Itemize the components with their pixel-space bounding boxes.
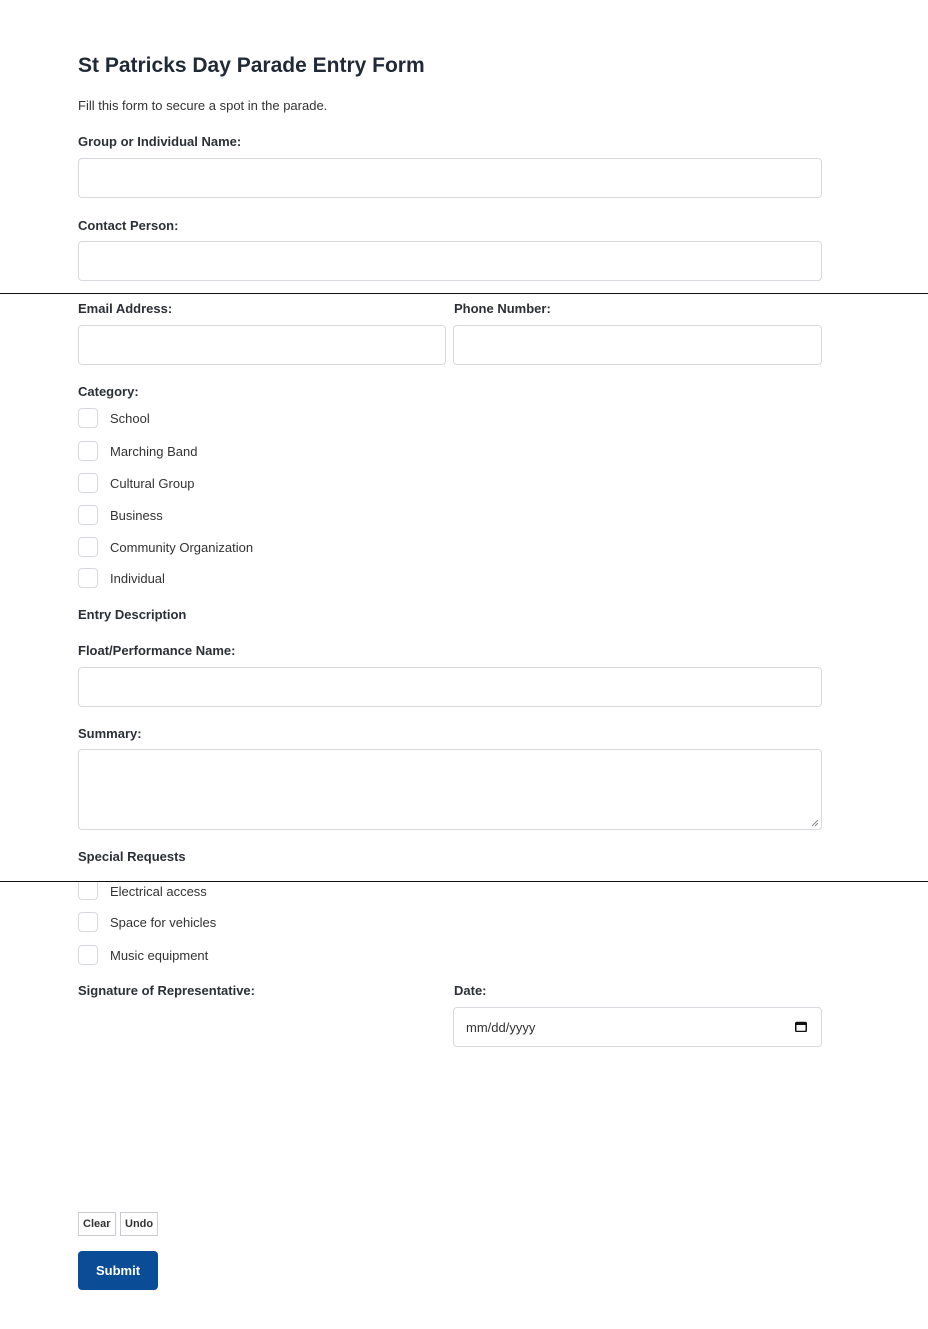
checkbox[interactable] (78, 882, 98, 900)
checkbox[interactable] (78, 912, 98, 932)
checkbox-label: Community Organization (110, 539, 254, 555)
contact-person-input[interactable] (78, 241, 822, 281)
checkbox[interactable] (78, 537, 98, 557)
group-name-input[interactable] (78, 158, 822, 198)
entry-description-heading: Entry Description (78, 607, 187, 622)
category-option-business[interactable] (78, 505, 163, 525)
checkbox-label: School (110, 410, 150, 426)
category-label: Category: (78, 384, 139, 399)
contact-person-label: Contact Person: (78, 218, 179, 233)
group-name-label: Group or Individual Name: (78, 134, 242, 149)
summary-label: Summary: (78, 726, 142, 741)
phone-input[interactable] (453, 325, 822, 365)
float-name-label: Float/Performance Name: (78, 643, 236, 658)
checkbox-label: Individual (110, 570, 165, 586)
special-request-space-for-vehicles[interactable] (78, 912, 216, 932)
checkbox-label: Business (110, 507, 163, 523)
special-requests-heading: Special Requests (78, 849, 186, 864)
form-title: St Patricks Day Parade Entry Form (78, 54, 425, 77)
category-option-cultural-group[interactable] (78, 473, 195, 493)
date-input[interactable] (453, 1007, 822, 1047)
checkbox[interactable] (78, 441, 98, 461)
float-name-input[interactable] (78, 667, 822, 707)
checkbox[interactable] (78, 505, 98, 525)
phone-label: Phone Number: (454, 301, 551, 316)
checkbox-label: Electrical access (110, 883, 207, 899)
category-option-individual[interactable] (78, 568, 165, 588)
checkbox[interactable] (78, 408, 98, 428)
checkbox-label: Marching Band (110, 443, 198, 459)
signature-pad[interactable] (78, 1005, 446, 1205)
special-request-electrical-access[interactable] (78, 881, 207, 901)
clear-signature-button[interactable]: Clear (78, 1212, 116, 1236)
form-subtitle: Fill this form to secure a spot in the parade. (78, 98, 328, 113)
category-option-community-organization[interactable] (78, 537, 253, 557)
summary-textarea[interactable] (78, 749, 822, 830)
checkbox-label: Space for vehicles (110, 914, 217, 930)
submit-button[interactable]: Submit (78, 1251, 158, 1290)
checkbox[interactable] (78, 945, 98, 965)
email-input[interactable] (78, 325, 446, 365)
date-placeholder: mm/dd/yyyy (466, 1020, 536, 1035)
divider-line (0, 293, 928, 294)
email-label: Email Address: (78, 301, 173, 316)
checkbox-label: Cultural Group (110, 475, 195, 491)
checkbox[interactable] (78, 568, 98, 588)
special-request-music-equipment[interactable] (78, 945, 208, 965)
resize-handle-icon[interactable] (811, 819, 819, 827)
checkbox-label: Music equipment (110, 947, 209, 963)
signature-label: Signature of Representative: (78, 983, 255, 998)
undo-signature-button[interactable]: Undo (120, 1212, 158, 1236)
checkbox[interactable] (78, 473, 98, 493)
calendar-icon[interactable] (795, 1021, 807, 1032)
date-label: Date: (454, 983, 487, 998)
category-option-school[interactable] (78, 408, 150, 428)
category-option-marching-band[interactable] (78, 441, 197, 461)
